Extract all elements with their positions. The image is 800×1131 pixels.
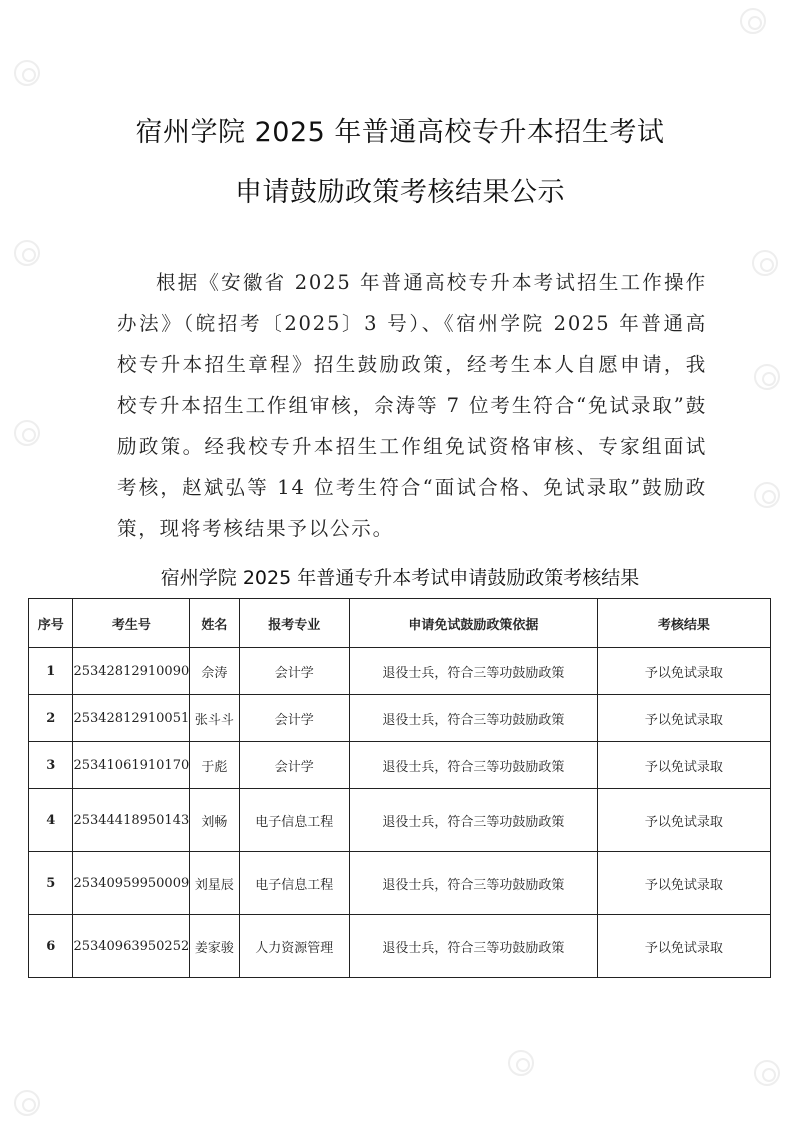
cell-index: 1 (29, 648, 73, 695)
cell-exam-number: 25340963950252 (73, 915, 190, 978)
cell-exam-number: 25342812910090 (73, 648, 190, 695)
cell-result: 予以免试录取 (597, 789, 770, 852)
cell-index: 4 (29, 789, 73, 852)
cell-major: 会计学 (239, 695, 349, 742)
table-row (29, 695, 771, 742)
watermark-icon (740, 8, 766, 34)
watermark-icon (14, 60, 40, 86)
cell-result: 予以免试录取 (597, 648, 770, 695)
cell-name: 刘星辰 (190, 852, 239, 915)
cell-index: 6 (29, 915, 73, 978)
table-row (29, 742, 771, 789)
table-header-row (29, 599, 771, 648)
cell-result: 予以免试录取 (597, 915, 770, 978)
watermark-icon (14, 420, 40, 446)
cell-name: 张斗斗 (190, 695, 239, 742)
cell-exam-number: 25344418950143 (73, 789, 190, 852)
cell-major: 会计学 (239, 742, 349, 789)
cell-major: 人力资源管理 (239, 915, 349, 978)
watermark-icon (752, 250, 778, 276)
watermark-icon (754, 1060, 780, 1086)
watermark-icon (508, 1050, 534, 1076)
cell-policy-basis: 退役士兵，符合三等功鼓励政策 (349, 852, 597, 915)
cell-name: 佘涛 (190, 648, 239, 695)
table-row (29, 852, 771, 915)
cell-policy-basis: 退役士兵，符合三等功鼓励政策 (349, 789, 597, 852)
page-title-line2: 申请鼓励政策考核结果公示 (235, 177, 565, 208)
watermark-icon (14, 240, 40, 266)
header-index: 序号 (29, 599, 73, 648)
announcement-body: 根据《安徽省 2025 年普通高校专升本考试招生工作操作办法》（皖招考〔2025〕3 号）、《宿州学院 2025 年普通高校专升本招生章程》招生鼓励政策，经考生本人自愿申请，我校专升本招生工作组审核，佘涛等 7 位考生符合“免试录取”鼓励政策。经我校专升本招生工作组免试资格审核、专家组面试考核，赵斌弘等 14 位考生符合“面试合格、免试录取”鼓励政策，现将考核结果予以公示。 (117, 271, 707, 540)
cell-name: 于彪 (190, 742, 239, 789)
header-exam-number: 考生号 (73, 599, 190, 648)
cell-exam-number: 25341061910170 (73, 742, 190, 789)
cell-name: 刘畅 (190, 789, 239, 852)
cell-policy-basis: 退役士兵，符合三等功鼓励政策 (349, 742, 597, 789)
header-major: 报考专业 (239, 599, 349, 648)
table-row (29, 789, 771, 852)
watermark-icon (754, 482, 780, 508)
cell-major: 会计学 (239, 648, 349, 695)
results-table (28, 598, 771, 978)
cell-index: 2 (29, 695, 73, 742)
watermark-icon (14, 1090, 40, 1116)
header-name: 姓名 (190, 599, 239, 648)
cell-major: 电子信息工程 (239, 852, 349, 915)
table-row (29, 648, 771, 695)
table-title: 宿州学院 2025 年普通专升本考试申请鼓励政策考核结果 (160, 567, 640, 589)
cell-index: 3 (29, 742, 73, 789)
cell-index: 5 (29, 852, 73, 915)
header-result: 考核结果 (597, 599, 770, 648)
watermark-icon (754, 364, 780, 390)
cell-exam-number: 25342812910051 (73, 695, 190, 742)
header-policy-basis: 申请免试鼓励政策依据 (349, 599, 597, 648)
cell-result: 予以免试录取 (597, 742, 770, 789)
cell-policy-basis: 退役士兵，符合三等功鼓励政策 (349, 695, 597, 742)
cell-name: 姜家骏 (190, 915, 239, 978)
cell-major: 电子信息工程 (239, 789, 349, 852)
cell-policy-basis: 退役士兵，符合三等功鼓励政策 (349, 915, 597, 978)
cell-result: 予以免试录取 (597, 852, 770, 915)
cell-policy-basis: 退役士兵，符合三等功鼓励政策 (349, 648, 597, 695)
table-row (29, 915, 771, 978)
cell-exam-number: 25340959950009 (73, 852, 190, 915)
cell-result: 予以免试录取 (597, 695, 770, 742)
page-title-line1: 宿州学院 2025 年普通高校专升本招生考试 (135, 117, 665, 148)
